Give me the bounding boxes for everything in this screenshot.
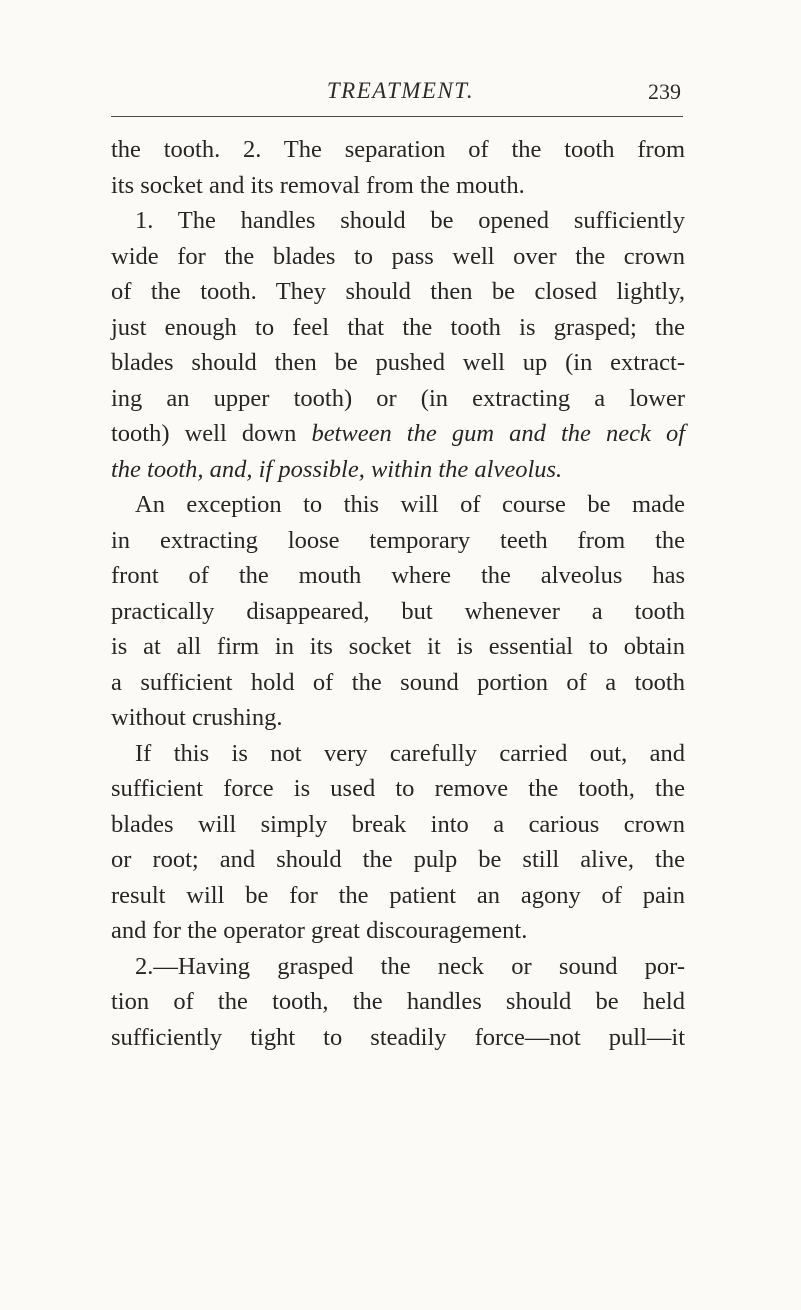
text-line: its socket and its removal from the mouth. — [111, 171, 525, 199]
text-line: blades should then be pushed well up (in extract- — [111, 349, 685, 376]
text-line: front of the mouth where the alveolus has — [111, 562, 685, 589]
text-line: If this is not very carefully carried out, and — [135, 739, 685, 767]
text-segment: tooth) well down — [111, 420, 312, 447]
text-line: practically disappeared, but whenever a tooth — [111, 597, 685, 625]
text-line: just enough to feel that the tooth is grasped; the — [111, 313, 685, 341]
header-rule — [111, 116, 683, 117]
text-line: in extracting loose temporary teeth from the — [111, 526, 685, 554]
text-line: 1. The handles should be opened sufficiently — [135, 207, 685, 234]
italic-segment: between the gum and the neck of — [311, 420, 685, 447]
text-line — [111, 416, 685, 452]
text-line: sufficiently tight to steadily force—not pull—it — [111, 1023, 685, 1051]
text-line — [111, 452, 685, 488]
text-line: result will be for the patient an agony of pain — [111, 881, 685, 909]
text-line: or root; and should the pulp be still alive, the — [111, 846, 685, 873]
text-line: is at all firm in its socket it is essential to obtain — [111, 633, 685, 660]
text-line: the tooth. 2. The separation of the tooth from — [111, 136, 685, 163]
text-line: sufficient force is used to remove the tooth, the — [111, 775, 685, 802]
text-line: blades will simply break into a carious crown — [111, 810, 685, 838]
body-text — [111, 132, 685, 1055]
text-line: a sufficient hold of the sound portion of a tooth — [111, 668, 685, 696]
text-line: and for the operator great discouragement. — [111, 917, 528, 944]
text-line: tion of the tooth, the handles should be held — [111, 988, 685, 1015]
text-line: wide for the blades to pass well over the crown — [111, 242, 685, 270]
running-title: TREATMENT. — [326, 78, 475, 103]
text-line: An exception to this will of course be made — [135, 491, 685, 518]
running-head — [0, 68, 801, 108]
text-line: 2.—Having grasped the neck or sound por- — [135, 952, 685, 980]
text-line: without crushing. — [111, 704, 283, 731]
text-line: of the tooth. They should then be closed lightly, — [111, 278, 685, 305]
text-line: ing an upper tooth) or (in extracting a lower — [111, 384, 685, 412]
page-number: 239 — [648, 79, 681, 104]
italic-segment: the tooth, and, if possible, within the alveolus. — [111, 455, 563, 483]
